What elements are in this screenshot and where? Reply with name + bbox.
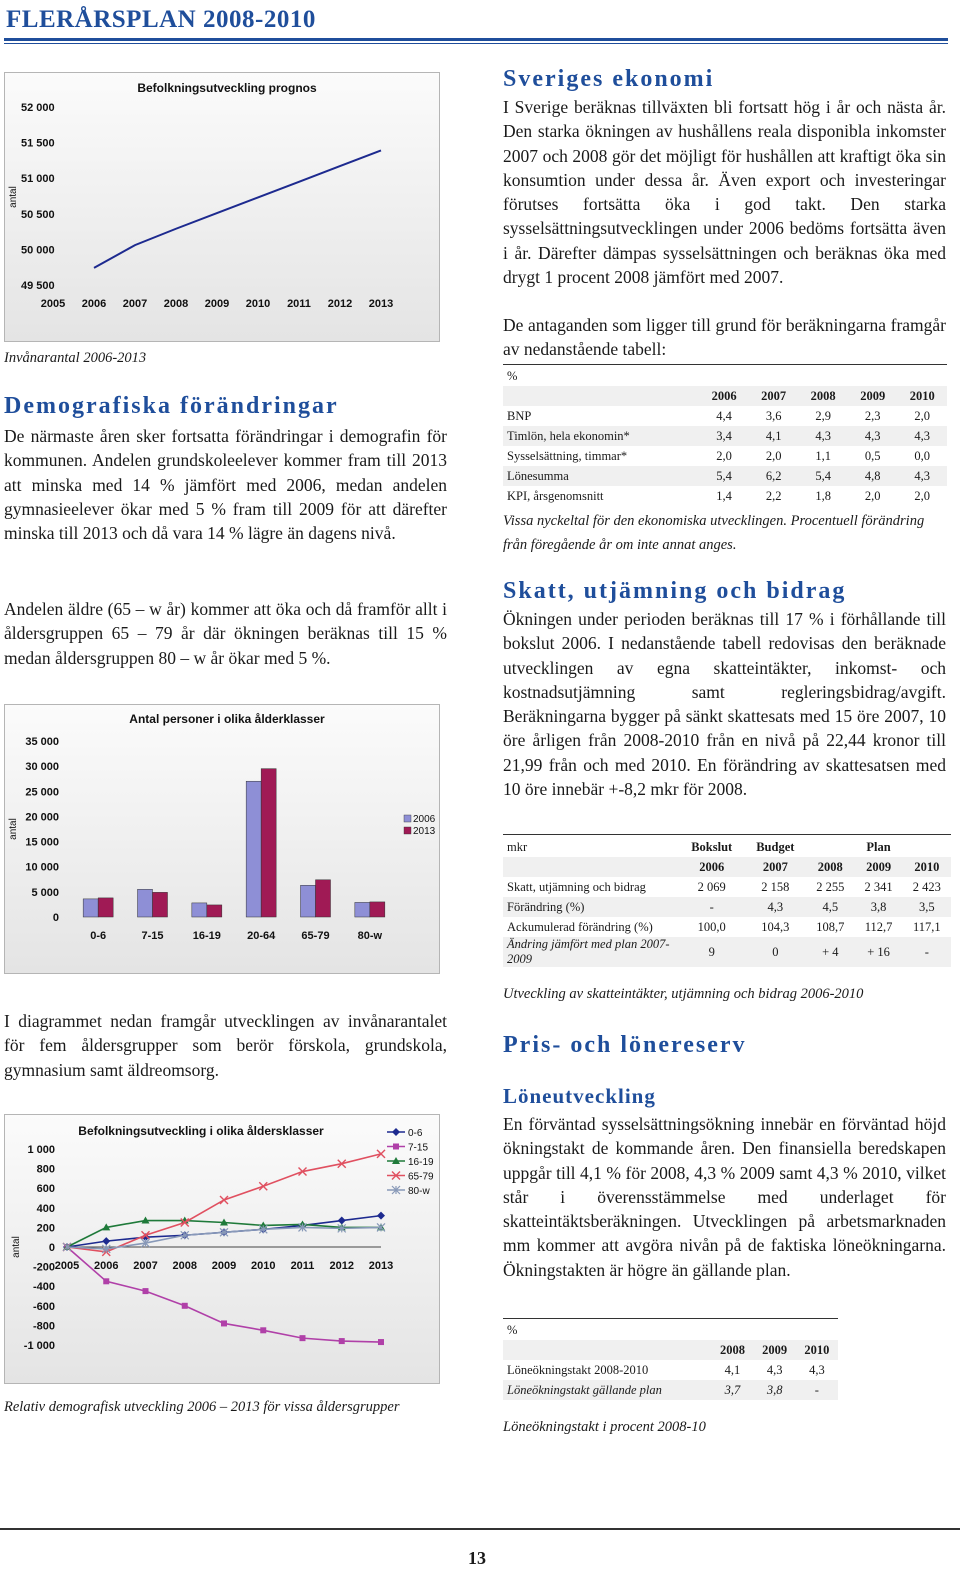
table-rule: [503, 834, 951, 835]
age-group-development-chart: [4, 1114, 440, 1384]
cell-value: 0: [744, 937, 806, 967]
cell-value: 4,1: [749, 426, 799, 446]
y-tick-label: 0: [52, 912, 59, 924]
demografi-paragraph-3: I diagrammet nedan framgår utvecklingen av invånarantalet för fem åldersgrupper som berör förskola, grundskola, gymnasium samt äldreomsorg.: [4, 1011, 447, 1080]
x-tick-label: 2006: [94, 1260, 119, 1272]
demografi-paragraph-1: De närmaste åren sker fortsatta förändringar i demografin för kommunen. Andelen grundskoleelever kommer fram till 2013 att minska med 14 % jämfört med 2006, medan andelen gymnasieelever ökar med 5 % fram till 2009 för att därefter minska till 2013 och då vara 14 % lägre än dagens nivå.: [4, 426, 447, 544]
y-tick-label: 800: [36, 1163, 55, 1176]
year-header: 2007: [749, 386, 799, 406]
cell-value: 112,7: [864, 919, 893, 934]
table-row: [503, 1380, 838, 1400]
header-rule: [4, 38, 948, 41]
cell-value: 1,1: [815, 448, 831, 463]
skatt-paragraph: Ökningen under perioden beräknas till 17 % i förhållande till bokslut 2006. I nedanstående tabell redovisas den beräknade utvecklingen av egna skatteintäkter, inkomst- och kostnadsutjämning samt regleringsbidrag/avgift. Beräkningarna bygger på sänkt skattesats med 15 öre 2007, 10 öre årligen från 2008-2010 från en nivå på 22,44 kronor till 21,99 från och med 2010. En förändring av skattesatsen med 10 öre innebär +-8,2 mkr för 2008.: [503, 609, 946, 800]
table-row: [503, 1360, 838, 1380]
table-unit-row: [503, 366, 947, 386]
table-header-row-2: [503, 857, 951, 877]
table-rule: [503, 364, 947, 365]
bar-2013-7-15: [153, 892, 168, 917]
y-tick-label: 35 000: [25, 736, 59, 748]
cell-value: 2,0: [765, 448, 782, 463]
row-label: Timlön, hela ekonomin*: [503, 426, 699, 446]
economic-indicators-table: [503, 366, 947, 506]
legend-swatch-2006: [404, 815, 411, 822]
cell-value: 3,7: [711, 1380, 753, 1400]
point-65-79: [220, 1196, 228, 1204]
column-group-header: Bokslut: [691, 839, 733, 854]
y-tick-label: 400: [36, 1202, 55, 1215]
legend-swatch-2013: [404, 827, 411, 834]
cell-value: 1,8: [815, 488, 831, 503]
bar-2006-0-6: [83, 899, 98, 917]
column-group-header: Plan: [866, 839, 891, 854]
table-rule: [503, 1318, 838, 1319]
cell-value: 3,8: [754, 1380, 796, 1400]
row-label: Skatt, utjämning och bidrag: [507, 879, 646, 894]
footer-rule: [0, 1528, 960, 1530]
cell-value: 104,3: [761, 919, 790, 934]
year-header: 2008: [798, 386, 848, 406]
cell-value: 4,3: [766, 1362, 783, 1377]
column-group-header: Budget: [756, 839, 795, 854]
series-line-65-79: [67, 1154, 381, 1252]
bar-2013-16-19: [207, 905, 222, 917]
year-header: 2006: [699, 386, 749, 406]
y-axis-label: antal: [8, 818, 19, 840]
age-class-bar-chart: [4, 704, 440, 974]
cell-value: 4,8: [848, 466, 898, 486]
cell-value: 2,0: [914, 488, 931, 503]
table-header-row: [503, 386, 947, 406]
point-0-6: [102, 1237, 110, 1245]
table-unit: %: [507, 368, 518, 383]
legend-label-7-15: 7-15: [408, 1142, 429, 1154]
cell-value: 100,0: [697, 919, 726, 934]
demografi-heading: Demografiska förändringar: [4, 393, 339, 419]
x-tick-label: 2006: [81, 298, 107, 310]
cell-value: 108,7: [816, 919, 845, 934]
cell-value: 4,4: [716, 408, 732, 423]
ekonomi-paragraph-1: I Sverige beräknas tillväxten bli fortsatt hög i år och nästa år. Den starka ökningen av hushållens reala disponibla inkomster 2007 och 2008 gör det möjligt för hushållen att kraftigt öka sin konsumtion under dessa år. Även export och investeringar förutses fortsätta öka i god takt. Den starka sysselsättningsutvecklingen under 2006 bedöms fortsätta även i år. Därefter dämpas sysselsättningen och beräknas öka med drygt 1 procent 2008 jämfört med 2007.: [503, 97, 946, 288]
bar-2013-80-w: [370, 902, 385, 917]
cell-value: + 4: [806, 937, 854, 967]
cell-value: 2 069: [697, 879, 726, 894]
point-7-15: [300, 1335, 306, 1341]
x-tick-label: 2012: [327, 298, 353, 310]
x-tick-label: 2009: [211, 1260, 237, 1272]
y-tick-label: 51 500: [21, 137, 55, 150]
y-tick-label: 1 000: [27, 1144, 55, 1156]
x-tick-label: 2010: [245, 298, 271, 310]
table-row: [503, 937, 951, 967]
row-label: Löneökningstakt 2008-2010: [507, 1362, 649, 1377]
y-axis-label: antal: [8, 186, 19, 208]
y-tick-label: 15 000: [25, 836, 59, 849]
row-label: KPI, årsgenomsnitt: [507, 488, 604, 503]
cell-value: 4,3: [848, 426, 898, 446]
column-group-header: [903, 837, 951, 857]
year-header: 2007: [744, 857, 806, 877]
x-tick-label: 2010: [251, 1260, 276, 1272]
cell-value: 0,5: [864, 448, 881, 463]
cell-value: + 16: [854, 937, 902, 967]
pris-paragraph: En förväntad sysselsättningsökning innebär en förväntad höjd ökningstakt de kommande åren. Den finansiella beredskapen uppgår till 4,1 % för 2008, 4,3 % 2009 samt 4,3 % 2010, vilket står i överensstämmelse med underlaget för skatteintäktsberäkningen. Utvecklingen på arbetsmarknaden mm kommer att avgöra nivån på de faktiska löneökningarna. Ökningstakten är högre än gällande plan.: [503, 1114, 946, 1280]
bar-2006-7-15: [138, 889, 153, 917]
cell-value: 1,4: [716, 488, 732, 503]
year-header: 2010: [796, 1340, 838, 1360]
table-row: [503, 877, 951, 897]
cell-value: 117,1: [913, 919, 941, 934]
age-class-bar-svg: [5, 705, 439, 973]
cell-value: 4,3: [897, 466, 947, 486]
cell-value: 3,5: [903, 897, 951, 917]
y-tick-label: 5 000: [31, 886, 59, 899]
legend-label-80-w: 80-w: [408, 1186, 430, 1197]
bar-2006-20-64: [246, 781, 261, 917]
ekonomi-heading: Sveriges ekonomi: [503, 66, 715, 92]
cell-value: 2,0: [716, 448, 732, 463]
loneutveckling-subheading: Löneutveckling: [503, 1084, 656, 1108]
point-7-15: [339, 1338, 345, 1344]
row-label: Sysselsättning, timmar*: [507, 448, 628, 463]
cell-value: 4,3: [744, 897, 806, 917]
x-tick-label: 0-6: [90, 930, 107, 942]
x-tick-label: 2011: [290, 1260, 315, 1272]
year-header: 2009: [854, 857, 902, 877]
ekonomi-caption: Vissa nyckeltal för den ekonomiska utvecklingen. Procentuell förändring från föregående år om inte annat anges.: [503, 513, 925, 553]
skatt-caption: Utveckling av skatteintäkter, utjämning och bidrag 2006-2010: [503, 986, 864, 1002]
year-header: 2009: [848, 386, 898, 406]
bar-2006-16-19: [192, 903, 207, 917]
legend-label-2006: 2006: [413, 814, 436, 825]
year-header: 2008: [806, 857, 854, 877]
point-7-15: [103, 1278, 109, 1284]
y-tick-label: 20 000: [25, 811, 59, 824]
point-0-6: [338, 1217, 346, 1225]
bar-2013-20-64: [261, 769, 276, 917]
population-forecast-svg: [5, 73, 439, 341]
point-7-15: [260, 1327, 266, 1333]
legend-label-2013: 2013: [413, 826, 436, 837]
row-label: Ackumulerad förändring (%): [507, 919, 653, 934]
cell-value: 5,4: [798, 466, 848, 486]
pris-heading: Pris- och lönereserv: [503, 1032, 747, 1058]
cell-value: -: [903, 937, 951, 967]
table-row: [503, 426, 947, 446]
cell-value: 9: [679, 937, 744, 967]
cell-value: -: [679, 897, 744, 917]
tax-table: [503, 837, 951, 967]
population-line: [94, 150, 381, 267]
cell-value: 6,2: [749, 466, 799, 486]
skatt-heading: Skatt, utjämning och bidrag: [503, 578, 847, 604]
year-header: 2010: [903, 857, 951, 877]
cell-value: 4,5: [806, 897, 854, 917]
pris-caption: Löneökningstakt i procent 2008-10: [503, 1419, 706, 1435]
table-corner: [503, 1340, 711, 1360]
table-row: [503, 897, 951, 917]
y-tick-label: 51 000: [21, 173, 55, 186]
year-header: 2009: [754, 1340, 796, 1360]
chart1-caption: Invånarantal 2006-2013: [4, 350, 147, 366]
x-tick-label: 2012: [329, 1260, 354, 1272]
table-unit: %: [507, 1322, 518, 1337]
chart-title: Befolkningsutveckling prognos: [137, 81, 317, 95]
x-tick-label: 7-15: [141, 930, 164, 942]
year-header: 2010: [897, 386, 947, 406]
bar-2013-65-79: [316, 880, 331, 917]
table-row: [503, 446, 947, 466]
y-tick-label: 200: [36, 1222, 55, 1235]
table-row: [503, 406, 947, 426]
cell-value: 2,0: [914, 408, 931, 423]
year-header: 2006: [679, 857, 744, 877]
x-tick-label: 2005: [40, 298, 66, 310]
population-forecast-chart: [4, 72, 440, 342]
cell-value: 2 255: [816, 879, 845, 894]
legend-marker-7-15: [393, 1144, 399, 1150]
age-group-development-svg: [5, 1115, 439, 1383]
year-header: 2008: [711, 1340, 753, 1360]
cell-value: 4,1: [724, 1362, 741, 1377]
cell-value: 2,0: [864, 488, 881, 503]
bar-2006-65-79: [301, 885, 316, 917]
point-7-15: [143, 1288, 149, 1294]
x-tick-label: 2008: [163, 298, 189, 310]
cell-value: 3,8: [854, 897, 902, 917]
point-7-15: [221, 1320, 227, 1326]
table-unit: mkr: [507, 839, 528, 854]
table-row: [503, 466, 947, 486]
point-7-15: [182, 1303, 188, 1309]
cell-value: 5,4: [699, 466, 749, 486]
y-tick-label: 50 000: [21, 244, 55, 257]
x-tick-label: 65-79: [301, 930, 330, 942]
point-65-79: [259, 1182, 267, 1190]
y-tick-label: 0: [48, 1242, 55, 1254]
table-corner: [503, 386, 699, 406]
y-tick-label: 30 000: [25, 761, 59, 774]
cell-value: 4,3: [809, 1362, 825, 1377]
x-tick-label: 2013: [368, 298, 394, 310]
x-tick-label: 16-19: [192, 930, 221, 942]
y-tick-label: -600: [32, 1300, 55, 1313]
y-tick-label: -400: [32, 1281, 55, 1294]
cell-value: 2,2: [765, 488, 782, 503]
row-label: Ändring jämfört med plan 2007-2009: [503, 937, 679, 967]
y-tick-label: 52 000: [21, 102, 55, 114]
x-tick-label: 20-64: [247, 930, 276, 942]
cell-value: -: [796, 1380, 838, 1400]
row-label: Förändring (%): [503, 897, 679, 917]
row-label: Lönesumma: [503, 466, 699, 486]
chart3-caption: Relativ demografisk utveckling 2006 – 2013 för vissa åldersgrupper: [4, 1399, 400, 1415]
x-tick-label: 2011: [287, 298, 311, 310]
x-tick-label: 2007: [122, 298, 148, 310]
row-label: BNP: [507, 408, 532, 423]
header-rule-thin: [4, 43, 948, 44]
cell-value: 2 423: [912, 879, 941, 894]
row-label: Löneökningstakt gällande plan: [503, 1380, 711, 1400]
cell-value: 2 341: [864, 879, 893, 894]
x-tick-label: 2008: [172, 1260, 197, 1272]
page-number: 13: [468, 1548, 486, 1568]
x-tick-label: 80-w: [357, 930, 383, 942]
y-tick-label: 50 500: [21, 208, 55, 221]
y-axis-label: antal: [11, 1236, 22, 1258]
x-tick-label: 2005: [54, 1260, 80, 1272]
y-tick-label: -800: [32, 1320, 55, 1333]
demografi-paragraph-2: Andelen äldre (65 – w år) kommer att öka och då framför allt i åldersgruppen 65 – 79 år där ökningen beräknas till 15 % medan åldersgruppen 80 – w år ökar med 5 %.: [4, 599, 447, 668]
chart-title: Befolkningsutveckling i olika åldersklasser: [78, 1124, 324, 1138]
legend-label-0-6: 0-6: [408, 1128, 423, 1139]
bar-2006-80-w: [355, 902, 370, 917]
cell-value: 2,9: [815, 408, 831, 423]
y-tick-label: 10 000: [25, 861, 59, 874]
y-tick-label: -1 000: [23, 1340, 55, 1352]
x-tick-label: 2007: [133, 1260, 158, 1272]
table-row: [503, 486, 947, 506]
legend-label-65-79: 65-79: [408, 1171, 434, 1183]
table-header-row: [503, 1340, 838, 1360]
x-tick-label: 2009: [204, 298, 230, 310]
cell-value: 3,6: [765, 408, 782, 423]
cell-value: 4,3: [897, 426, 947, 446]
legend-marker-0-6: [392, 1128, 400, 1136]
y-tick-label: 25 000: [25, 786, 59, 799]
bar-2013-0-6: [98, 898, 113, 917]
point-7-15: [378, 1339, 384, 1345]
y-tick-label: 49 500: [21, 280, 55, 292]
table-row: [503, 917, 951, 937]
column-group-header: [806, 837, 854, 857]
cell-value: 3,4: [699, 426, 749, 446]
cell-value: 2,3: [864, 408, 881, 423]
table-header-row-1: [503, 837, 951, 857]
point-0-6: [377, 1212, 385, 1220]
document-title: FLERÅRSPLAN 2008-2010: [6, 6, 316, 33]
x-tick-label: 2013: [368, 1260, 394, 1272]
cell-value: 0,0: [914, 448, 931, 463]
cell-value: 4,3: [798, 426, 848, 446]
legend-label-16-19: 16-19: [408, 1157, 434, 1168]
chart-title: Antal personer i olika ålderklasser: [129, 712, 325, 726]
cell-value: 2 158: [761, 879, 790, 894]
table-unit-row: [503, 1320, 838, 1340]
y-tick-label: -200: [32, 1261, 55, 1274]
y-tick-label: 600: [36, 1183, 55, 1196]
table-corner: [503, 857, 679, 877]
ekonomi-paragraph-2: De antaganden som ligger till grund för beräkningarna framgår av nedanstående tabell:: [503, 315, 946, 360]
wage-table: [503, 1320, 838, 1400]
